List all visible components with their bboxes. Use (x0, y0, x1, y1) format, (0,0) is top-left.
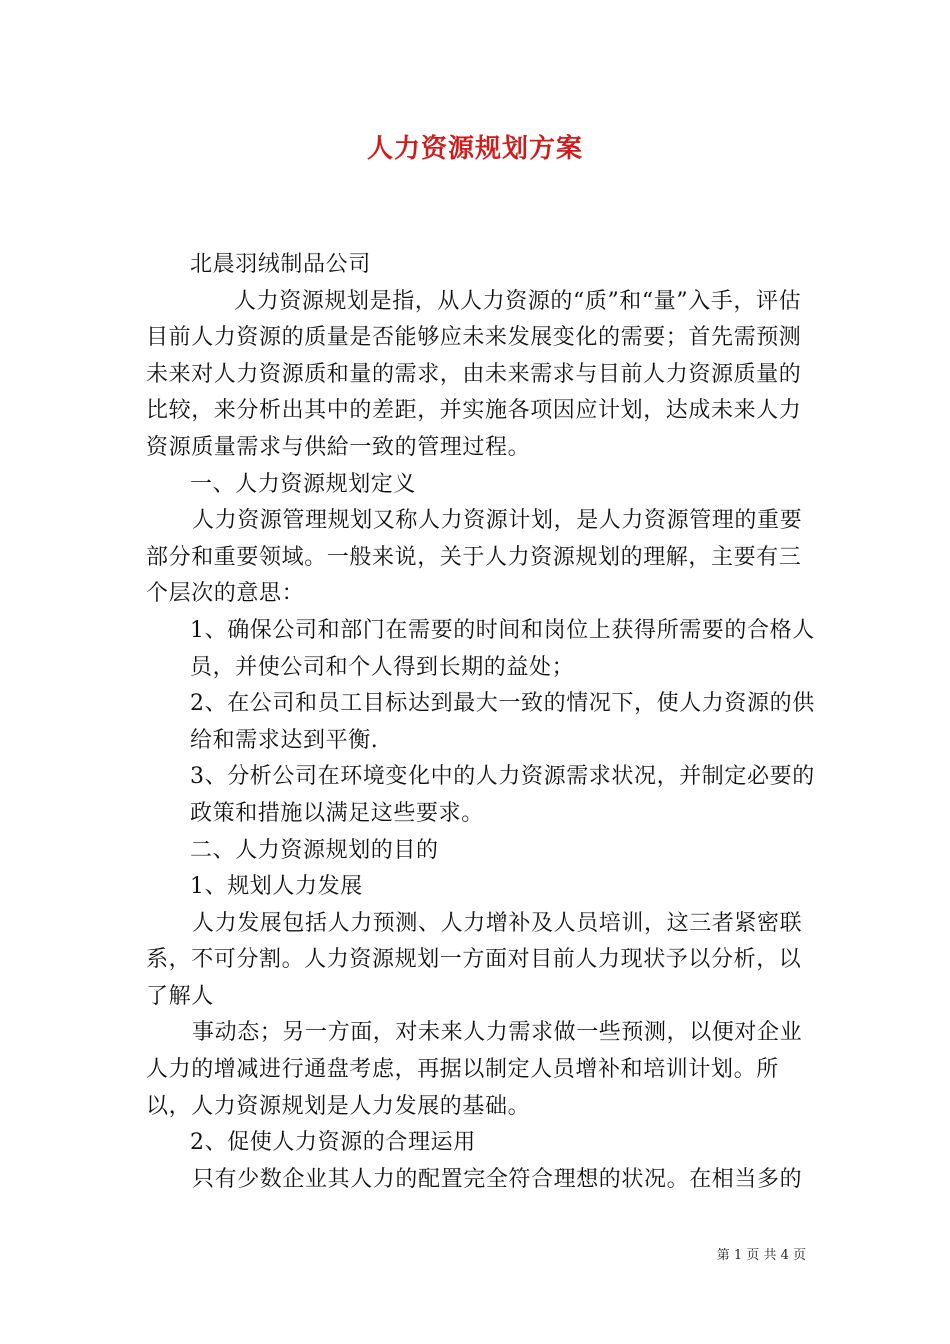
list-item-2: 2、在公司和员工目标达到最大一致的情况下，使人力资源的供给和需求达到平衡. (190, 691, 815, 753)
company-name: 北晨羽绒制品公司 (190, 252, 371, 277)
development-paragraph: 人力发展包括人力预测、人力增补及人员培训，这三者紧密联系，不可分割。人力资源规划一方面对目前人力现状予以分析，以了解人 (146, 910, 803, 1009)
list-item-1: 1、确保公司和部门在需要的时间和岗位上获得所需要的合格人员，并使公司和个人得到长期的益处； (190, 617, 815, 680)
subsection-heading-2: 2、促使人力资源的合理运用 (190, 1130, 476, 1156)
allocation-paragraph: 只有少数企业其人力的配置完全符合理想的状况。在相当多的 (192, 1166, 803, 1192)
document-title: 人力资源规划方案 (366, 134, 583, 164)
section-heading-1: 一、人力资源规划定义 (190, 471, 417, 497)
development-paragraph-cont: 事动态；另一方面，对未来人力需求做一些预测，以便对企业人力的增减进行通盘考虑，再据以制定人员增补和培训计划。所以，人力资源规划是人力发展的基础。 (146, 1020, 803, 1119)
intro-paragraph: 人力资源规划是指，从人力资源的“质”和“量”入手，评估目前人力资源的质量是否能够应未来发展变化的需要；首先需预测未来对人力资源质和量的需求，由未来需求与目前人力资源质量的比较，来分析出其中的差距，并实施各项因应计划，达成未来人力资源质量需求与供給一致的管理过程。 (146, 288, 802, 460)
list-item-3: 3、分析公司在环境变化中的人力资源需求状况，并制定必要的政策和措施以满足这些要求。 (190, 764, 815, 826)
page-number: 第 1 页 共 4 页 (716, 1248, 806, 1263)
document-body (146, 247, 816, 1198)
section-heading-2: 二、人力资源规划的目的 (190, 837, 439, 863)
subsection-heading-1: 1、规划人力发展 (190, 874, 363, 900)
definition-paragraph: 人力资源管理规划又称人力资源计划，是人力资源管理的重要部分和重要领域。一般来说，关于人力资源规划的理解，主要有三个层次的意思： (146, 508, 803, 607)
